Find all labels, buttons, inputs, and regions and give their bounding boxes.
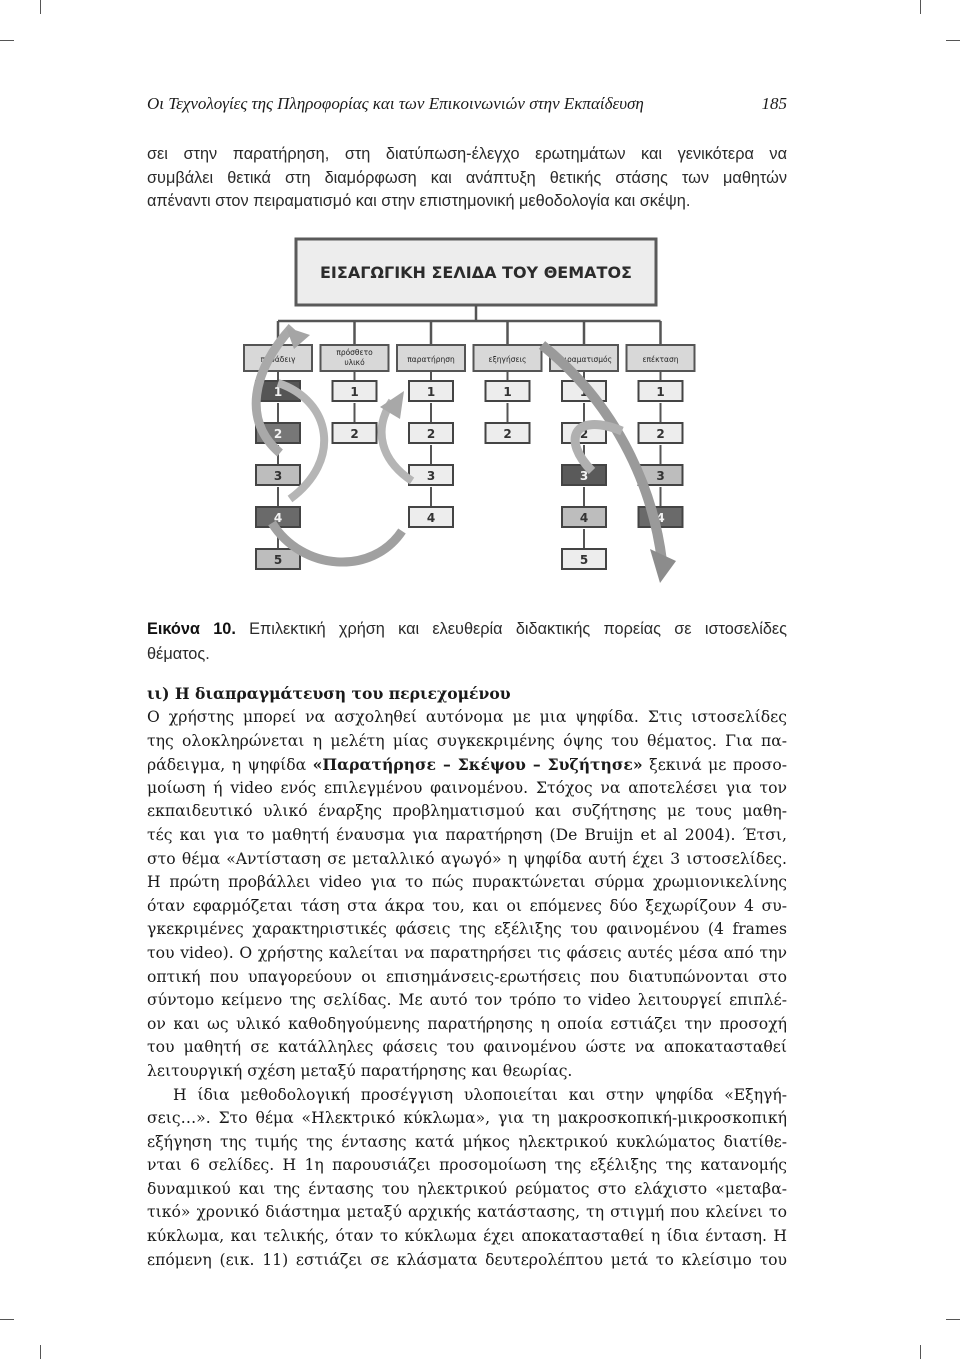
page-number-label: 2 <box>656 427 665 441</box>
crop-mark <box>40 1345 41 1359</box>
page-number-label: 1 <box>350 385 359 399</box>
page-number-label: 3 <box>273 469 283 483</box>
text-line: του μαθητή σε κατάλληλες φάσεις του φαινομένου ώστε να αποκατασταθεί <box>147 1038 787 1057</box>
text-line: λειτουργική σχέση μεταξύ παρατήρησης και θεωρίας. <box>147 1061 573 1080</box>
crop-mark <box>946 1319 960 1320</box>
page-number-label: 5 <box>273 553 283 567</box>
text-run: ράδειγμα, η ψηφίδα <box>147 756 313 775</box>
page-number-label: 4 <box>426 511 436 525</box>
text-line: γκεκριμένες χαρακτηριστικές φάσεις της εξέλιξης του φαινομένου (4 frames <box>147 920 787 939</box>
crop-mark <box>40 0 41 14</box>
text-line: Η ίδια μεθοδολογική προσέγγιση υλοποιείται και στην ψηφίδα «Εξηγή- <box>173 1085 787 1104</box>
column-label: επέκταση <box>642 355 679 364</box>
page-number-label: 1 <box>426 385 436 399</box>
crop-mark <box>920 1345 921 1359</box>
text-line: τικό» χρονικό διάστημα μεταξύ αρχικής κατάστασης, τη στιγμή που κλείνει το <box>147 1203 787 1222</box>
page-number-label: 3 <box>579 469 589 483</box>
text-line: ον και ως υλικό καθοδηγούμενης παρατήρησης η οποία εστιάζει την προσοχή <box>147 1014 787 1033</box>
page-number-label: 2 <box>579 427 589 441</box>
text-line: εκπαιδευτικό υλικό έναρξης προβληματισμού και συζήτησης με τους μαθη- <box>147 802 787 821</box>
banner-text: ΕΙΣΑΓΩΓΙΚΗ ΣΕΛΙΔΑ ΤΟΥ ΘΕΜΑΤΟΣ <box>320 263 632 282</box>
text-line: όταν εφαρμόζεται τάση στα άκρα του, και οι επόμενες δύο ξεχωρίζουν 4 συ- <box>147 896 787 915</box>
page-number: 185 <box>761 94 787 113</box>
page-number-label: 4 <box>579 511 589 525</box>
text-line: τές και για το μαθητή έναυσμα για παρατήρηση (De Bruijn et al 2004). Έτσι, <box>147 825 787 844</box>
page-number-label: 5 <box>579 553 589 567</box>
page-number-label: 1 <box>579 385 589 399</box>
text-run: ξεκινά με προσο- <box>642 756 787 775</box>
crop-mark <box>0 40 14 41</box>
column-label: πρόσθετο <box>336 348 373 357</box>
running-title: Οι Τεχνολογίες της Πληροφορίας και των Επικοινωνιών στην Εκπαίδευση <box>147 94 644 113</box>
caption-text-continued: θέματος. <box>147 645 210 663</box>
page-number-label: 1 <box>503 385 512 399</box>
text-line-with-bold <box>147 753 787 777</box>
page-number-label: 2 <box>426 427 436 441</box>
crop-mark <box>946 40 960 41</box>
text-line: δυναμικού και της έντασης του ηλεκτρικού ρεύματος στο ελάχιστο «μεταβα- <box>147 1179 787 1198</box>
text-line: κύκλωμα, και τελικής, όταν το κύκλωμα έχει αποκατασταθεί η ίδια ένταση. Η <box>147 1227 787 1246</box>
page-number-label: 4 <box>273 511 283 525</box>
page-number-label: 1 <box>273 385 283 399</box>
section-heading: ιι) Η διαπραγμάτευση του περιεχομένου <box>147 684 511 703</box>
page-number-label: 3 <box>426 469 436 483</box>
column-label: παρατήρηση <box>407 355 455 364</box>
text-line: μοίωση ή video ενός επιλεγμένου φαινομένου. Στόχος να αποτελέσει για τον <box>147 778 787 797</box>
figure-diagram <box>232 231 716 589</box>
text-line: συμβάλει θετικά στη διαμόρφωση και ανάπτυξη θετικής στάσης των μαθητών <box>147 168 787 187</box>
running-header <box>147 94 787 118</box>
crop-mark <box>0 1319 14 1320</box>
text-line: στο θέμα «Αντίσταση σε μεταλλικό αγωγό» η ψηφίδα αυτή έχει 3 ιστοσελίδες. <box>147 849 787 868</box>
section-body <box>147 706 787 1272</box>
page-number-label: 2 <box>273 427 283 441</box>
page-number-label: 2 <box>503 427 512 441</box>
column-label: εξηγήσεις <box>488 355 527 364</box>
text-line: του video). Ο χρήστης καλείται να παρατηρήσει τις φάσεις αυτές μέσα από την <box>147 943 787 962</box>
intro-paragraph <box>147 143 787 214</box>
page-number-label: 3 <box>656 469 665 483</box>
text-line: Η πρώτη προβάλλει video για το πώς πυρακτώνεται σύρμα χρωμιονικελίνης <box>147 873 787 892</box>
caption-text: Επιλεκτική χρήση και ελευθερία διδακτικής πορείας σε ιστοσελίδες <box>249 620 787 638</box>
page-number-label: 2 <box>350 427 359 441</box>
caption-label: Εικόνα 10. <box>147 620 236 638</box>
bold-term: «Παρατήρησε – Σκέψου – Συζήτησε» <box>312 755 643 775</box>
column-label: υλικό <box>344 358 365 367</box>
text-line: νται 6 σελίδες. Η 1η παρουσιάζει προσομοίωση της εξέλιξης της κατανομής <box>147 1156 787 1175</box>
text-line: σεις…». Στο θέμα «Ηλεκτρικό κύκλωμα», για τη μακροσκοπική-μικροσκοπική <box>147 1109 787 1128</box>
text-line: εξήγηση της τιμής της έντασης κατά μήκος ηλεκτρικού κυκλώματος διατίθε- <box>147 1132 787 1151</box>
figure-caption <box>147 617 787 667</box>
text-line: Ο χρήστης μπορεί να ασχοληθεί αυτόνομα με μια ψηφίδα. Στις ιστοσελίδες <box>147 708 787 726</box>
text-line: οπτική που υπαγορεύουν οι επισημάνσεις-ερωτήσεις που διατυπώνονται στο <box>147 967 787 986</box>
text-line: απέναντι στον πειραματισμό και στην επιστημονική μεθοδολογία και σκέψη. <box>147 192 691 211</box>
page-number-label: 4 <box>656 511 665 525</box>
site-structure-diagram <box>232 231 716 589</box>
column-label: πειραματισμός <box>555 355 613 364</box>
page-number-label: 1 <box>656 385 665 399</box>
column-label: παράδειγ <box>260 355 296 364</box>
crop-mark <box>920 0 921 14</box>
text-line: σύντομο κείμενο της σελίδας. Με αυτό τον τρόπο το video λειτουργεί επιπλέ- <box>147 991 787 1010</box>
text-line: σει στην παρατήρηση, στη διατύπωση-έλεγχο ερωτημάτων και γενικότερα να <box>147 145 787 163</box>
text-line: της ολοκληρώνεται η μελέτη μίας συγκεκριμένης όψης του θέματος. Για πα- <box>147 731 787 750</box>
text-line: επόμενη (εικ. 11) εστιάζει σε κλάσματα δευτερολέπτου μετά το κλείσιμο του <box>147 1250 787 1269</box>
